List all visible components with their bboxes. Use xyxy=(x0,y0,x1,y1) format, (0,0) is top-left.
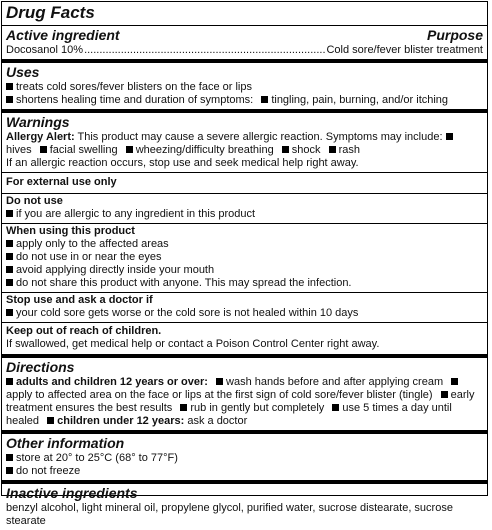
list-item: if you are allergic to any ingredient in this product xyxy=(6,208,483,221)
list-item: do not share this product with anyone. This may spread the infection. xyxy=(6,277,483,290)
active-ingredient-section xyxy=(2,26,487,63)
inactive-ingredients-text: benzyl alcohol, light mineral oil, propylene glycol, purified water, sucrose distearate, sucrose stearate xyxy=(6,502,453,527)
allergy-alert: Allergy Alert: This product may cause a severe allergic reaction. Symptoms may include: hives facial swelling wheezing/difficulty breathing shock rash xyxy=(6,131,483,157)
keep-out-subsection xyxy=(2,323,487,354)
bullet-icon xyxy=(6,309,13,316)
bullet-icon xyxy=(180,404,187,411)
warnings-section xyxy=(2,113,487,358)
bullet-icon xyxy=(282,146,289,153)
bullet-icon xyxy=(6,96,13,103)
bullet-icon xyxy=(329,146,336,153)
bullet-icon xyxy=(6,83,13,90)
external-use-subsection: For external use only xyxy=(2,173,487,194)
list-item: store at 20° to 25°C (68° to 77°F) xyxy=(6,452,483,465)
list-item: apply only to the affected areas xyxy=(6,238,483,251)
bullet-icon xyxy=(47,417,54,424)
when-using-label: When using this product xyxy=(6,225,135,237)
bullet-icon xyxy=(6,454,13,461)
title-section xyxy=(2,2,487,26)
stop-use-label: Stop use and ask a doctor if xyxy=(6,294,153,306)
leader-dots xyxy=(84,44,325,57)
other-information-section xyxy=(2,434,487,484)
bullet-icon xyxy=(6,253,13,260)
bullet-icon xyxy=(6,279,13,286)
bullet-icon xyxy=(126,146,133,153)
directions-heading: Directions xyxy=(6,359,75,375)
bullet-icon xyxy=(6,378,13,385)
list-item: do not use in or near the eyes xyxy=(6,251,483,264)
allergy-instruction: If an allergic reaction occurs, stop use and seek medical help right away. xyxy=(6,157,359,169)
page-title: Drug Facts xyxy=(6,3,95,22)
directions-section xyxy=(2,358,487,434)
list-item: treats cold sores/fever blisters on the face or lips xyxy=(6,81,483,94)
bullet-icon xyxy=(6,210,13,217)
active-ingredient-name: Docosanol 10% xyxy=(6,44,84,56)
directions-text: adults and children 12 years or over: wash hands before and after applying cream apply to affected area on the face or lips at the first sign of cold sore/fever blister (tingle) early treatment ensures the best results rub in gently but completely use 5 times a day until healed children under 12 years: ask a doctor xyxy=(6,376,475,427)
inactive-ingredients-section xyxy=(2,484,487,530)
when-using-subsection xyxy=(2,224,487,293)
uses-heading: Uses xyxy=(6,64,40,80)
keep-out-text: If swallowed, get medical help or contact a Poison Control Center right away. xyxy=(6,338,380,350)
list-item: shortens healing time and duration of symptoms: tingling, pain, burning, and/or itching xyxy=(6,94,483,107)
stop-use-subsection xyxy=(2,293,487,323)
drug-facts-panel xyxy=(1,1,488,527)
purpose-heading: Purpose xyxy=(426,27,483,43)
bullet-icon xyxy=(441,391,448,398)
list-item: avoid applying directly inside your mouth xyxy=(6,264,483,277)
bullet-icon xyxy=(451,378,458,385)
do-not-use-label: Do not use xyxy=(6,195,63,207)
keep-out-label: Keep out of reach of children. xyxy=(6,325,162,337)
bullet-icon xyxy=(6,240,13,247)
active-ingredient-purpose: Cold sore/fever blister treatment xyxy=(326,44,483,56)
list-item: your cold sore gets worse or the cold sore is not healed within 10 days xyxy=(6,307,483,320)
uses-section xyxy=(2,63,487,113)
bullet-icon xyxy=(332,404,339,411)
bullet-icon xyxy=(216,378,223,385)
bullet-icon xyxy=(6,467,13,474)
bullet-icon xyxy=(40,146,47,153)
inactive-ingredients-heading: Inactive ingredients xyxy=(6,485,138,501)
bullet-icon xyxy=(6,266,13,273)
bullet-icon xyxy=(261,96,268,103)
do-not-use-subsection xyxy=(2,194,487,224)
active-ingredient-heading: Active ingredient xyxy=(6,27,120,43)
warnings-heading: Warnings xyxy=(6,114,70,130)
other-information-heading: Other information xyxy=(6,435,125,451)
bullet-icon xyxy=(446,133,453,140)
list-item: do not freeze xyxy=(6,465,483,478)
